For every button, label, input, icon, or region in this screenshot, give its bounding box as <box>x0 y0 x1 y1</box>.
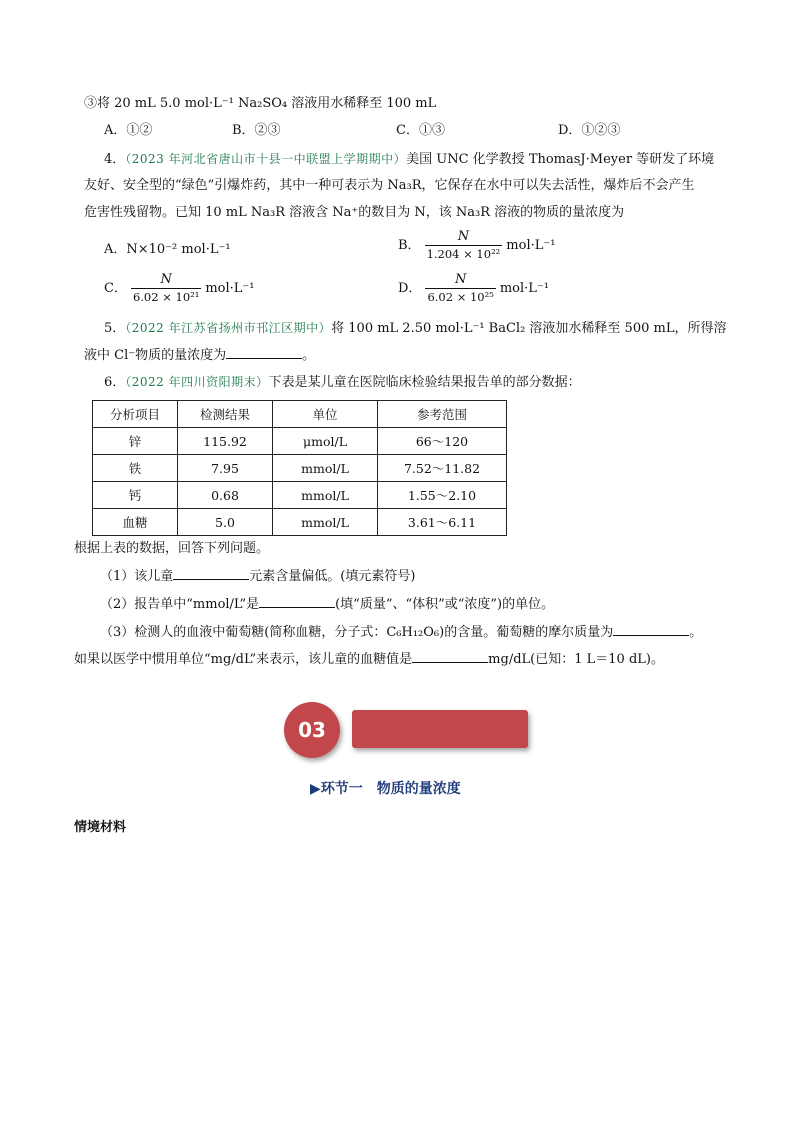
q4-option-d-fraction <box>425 272 495 305</box>
q6-line-1 <box>104 373 581 392</box>
lab-results-table <box>92 400 507 536</box>
q4-option-c-unit: mol·L⁻¹ <box>205 281 255 296</box>
fraction-denominator: 1.204 × 10²² <box>426 247 501 261</box>
q6-sub-2 <box>100 595 554 614</box>
q6-sub-3-line-2-text: 如果以医学中惯用单位“mg/dL”来表示，该儿童的血糖值是 <box>74 652 413 667</box>
q4-option-b-fraction <box>425 229 503 262</box>
table-cell: 钙 <box>93 482 178 509</box>
q6-sub-1-text: （1）该儿童 <box>100 569 174 584</box>
q4-line-1 <box>104 150 714 169</box>
q6-sub-1-blank[interactable] <box>173 567 249 580</box>
q4-option-c-fraction <box>131 272 201 305</box>
table-cell: 1.55～2.10 <box>378 482 507 509</box>
table-cell: mmol/L <box>273 482 378 509</box>
q4-option-d-unit: mol·L⁻¹ <box>499 281 549 296</box>
table-row <box>93 482 507 509</box>
table-cell: 66～120 <box>378 428 507 455</box>
fraction-denominator: 6.02 × 10²¹ <box>132 290 200 304</box>
q5-line-1 <box>104 319 726 338</box>
q6-sub-3-blank-2[interactable] <box>412 650 488 663</box>
table-header: 分析项目 <box>93 401 178 428</box>
q6-sub-3-line-2-end: mg/dL(已知：1 L＝10 dL)。 <box>488 652 664 667</box>
q4-option-d-label: D． <box>398 281 422 296</box>
table-row <box>93 428 507 455</box>
q3-option-a: A．①② <box>104 123 153 138</box>
context-label: 情境材料 <box>74 820 127 835</box>
table-cell: 7.52～11.82 <box>378 455 507 482</box>
q6-after-table: 根据上表的数据，回答下列问题。 <box>74 541 270 556</box>
table-row <box>93 455 507 482</box>
q4-option-b-label: B． <box>398 238 421 253</box>
q6-sub-3-text-end: 。 <box>689 625 703 640</box>
q6-sub-2-blank[interactable] <box>259 595 335 608</box>
q4-line-2: 友好、安全型的“绿色”引爆炸药，其中一种可表示为 Na₃R，它保存在水中可以失去活性，爆炸后不会产生 <box>84 178 695 193</box>
q6-sub-3-line-2 <box>74 650 664 669</box>
table-cell: mmol/L <box>273 509 378 536</box>
q4-number: 4． <box>104 152 126 167</box>
q4-option-b-unit: mol·L⁻¹ <box>506 238 556 253</box>
q6-sub-2-text: （2）报告单中“mmol/L”是 <box>100 597 260 612</box>
q4-source: （2023 年河北省唐山市十县一中联盟上学期期中） <box>125 152 407 166</box>
table-cell: μmol/L <box>273 428 378 455</box>
q6-source: （2022 年四川资阳期末） <box>125 375 269 389</box>
q4-line-3: 危害性残留物。已知 10 mL Na₃R 溶液含 Na⁺的数目为 N，该 Na₃R 溶液的物质的量浓度为 <box>84 205 625 220</box>
fraction-numerator: N <box>160 272 172 287</box>
q5-number: 5． <box>104 321 126 336</box>
q5-answer-blank[interactable] <box>226 346 302 359</box>
q6-sub-1-text-end: 元素含量偏低。(填元素符号) <box>249 569 416 584</box>
table-header: 单位 <box>273 401 378 428</box>
fraction-numerator: N <box>454 272 467 287</box>
q6-sub-1 <box>100 567 415 586</box>
section-heading: ▶环节一 物质的量浓度 <box>310 781 461 797</box>
q6-intro: 下表是某儿童在医院临床检验结果报告单的部分数据： <box>268 375 581 390</box>
q3-item-3: ③将 20 mL 5.0 mol·L⁻¹ Na₂SO₄ 溶液用水稀释至 100 mL <box>84 96 437 111</box>
table-cell: 锌 <box>93 428 178 455</box>
q6-sub-3-blank[interactable] <box>613 623 689 636</box>
table-header: 参考范围 <box>378 401 507 428</box>
table-header-row <box>93 401 507 428</box>
q3-option-d: D．①②③ <box>558 123 621 138</box>
table-cell: 血糖 <box>93 509 178 536</box>
q5-text-2-end: 。 <box>302 348 316 363</box>
table-cell: 3.61～6.11 <box>378 509 507 536</box>
q4-option-a: A．N×10⁻² mol·L⁻¹ <box>104 242 231 257</box>
fraction-numerator: N <box>457 229 470 244</box>
q5-line-2 <box>84 346 315 365</box>
q4-option-b <box>398 229 555 262</box>
table-cell: mmol/L <box>273 455 378 482</box>
section-number-badge: 03 <box>284 702 340 758</box>
q4-option-c <box>104 272 255 305</box>
table-cell: 7.95 <box>178 455 273 482</box>
q6-sub-2-text-end: (填“质量”、“体积”或“浓度”)的单位。 <box>335 597 555 612</box>
q5-text-1: 将 100 mL 2.50 mol·L⁻¹ BaCl₂ 溶液加水稀释至 500 mL，所得溶 <box>331 321 727 336</box>
table-cell: 5.0 <box>178 509 273 536</box>
q3-option-b: B．②③ <box>232 123 281 138</box>
table-row <box>93 509 507 536</box>
q4-text-1: 美国 UNC 化学教授 ThomasJ·Meyer 等研发了环境 <box>406 152 715 167</box>
q6-sub-3-text: （3）检测人的血液中葡萄糖(简称血糖，分子式：C₆H₁₂O₆)的含量。葡萄糖的摩尔质量为 <box>100 625 614 640</box>
fraction-denominator: 6.02 × 10²⁵ <box>427 290 494 304</box>
q5-text-2: 液中 Cl⁻物质的量浓度为 <box>84 348 227 363</box>
q5-source: （2022 年江苏省扬州市邗江区期中） <box>125 321 332 335</box>
section-banner-bar <box>352 710 528 748</box>
q6-sub-3 <box>100 623 702 642</box>
q3-option-c: C．①③ <box>396 123 445 138</box>
table-cell: 铁 <box>93 455 178 482</box>
q4-option-c-label: C． <box>104 281 127 296</box>
table-cell: 115.92 <box>178 428 273 455</box>
q4-option-d <box>398 272 549 305</box>
q6-number: 6． <box>104 375 126 390</box>
table-cell: 0.68 <box>178 482 273 509</box>
table-header: 检测结果 <box>178 401 273 428</box>
